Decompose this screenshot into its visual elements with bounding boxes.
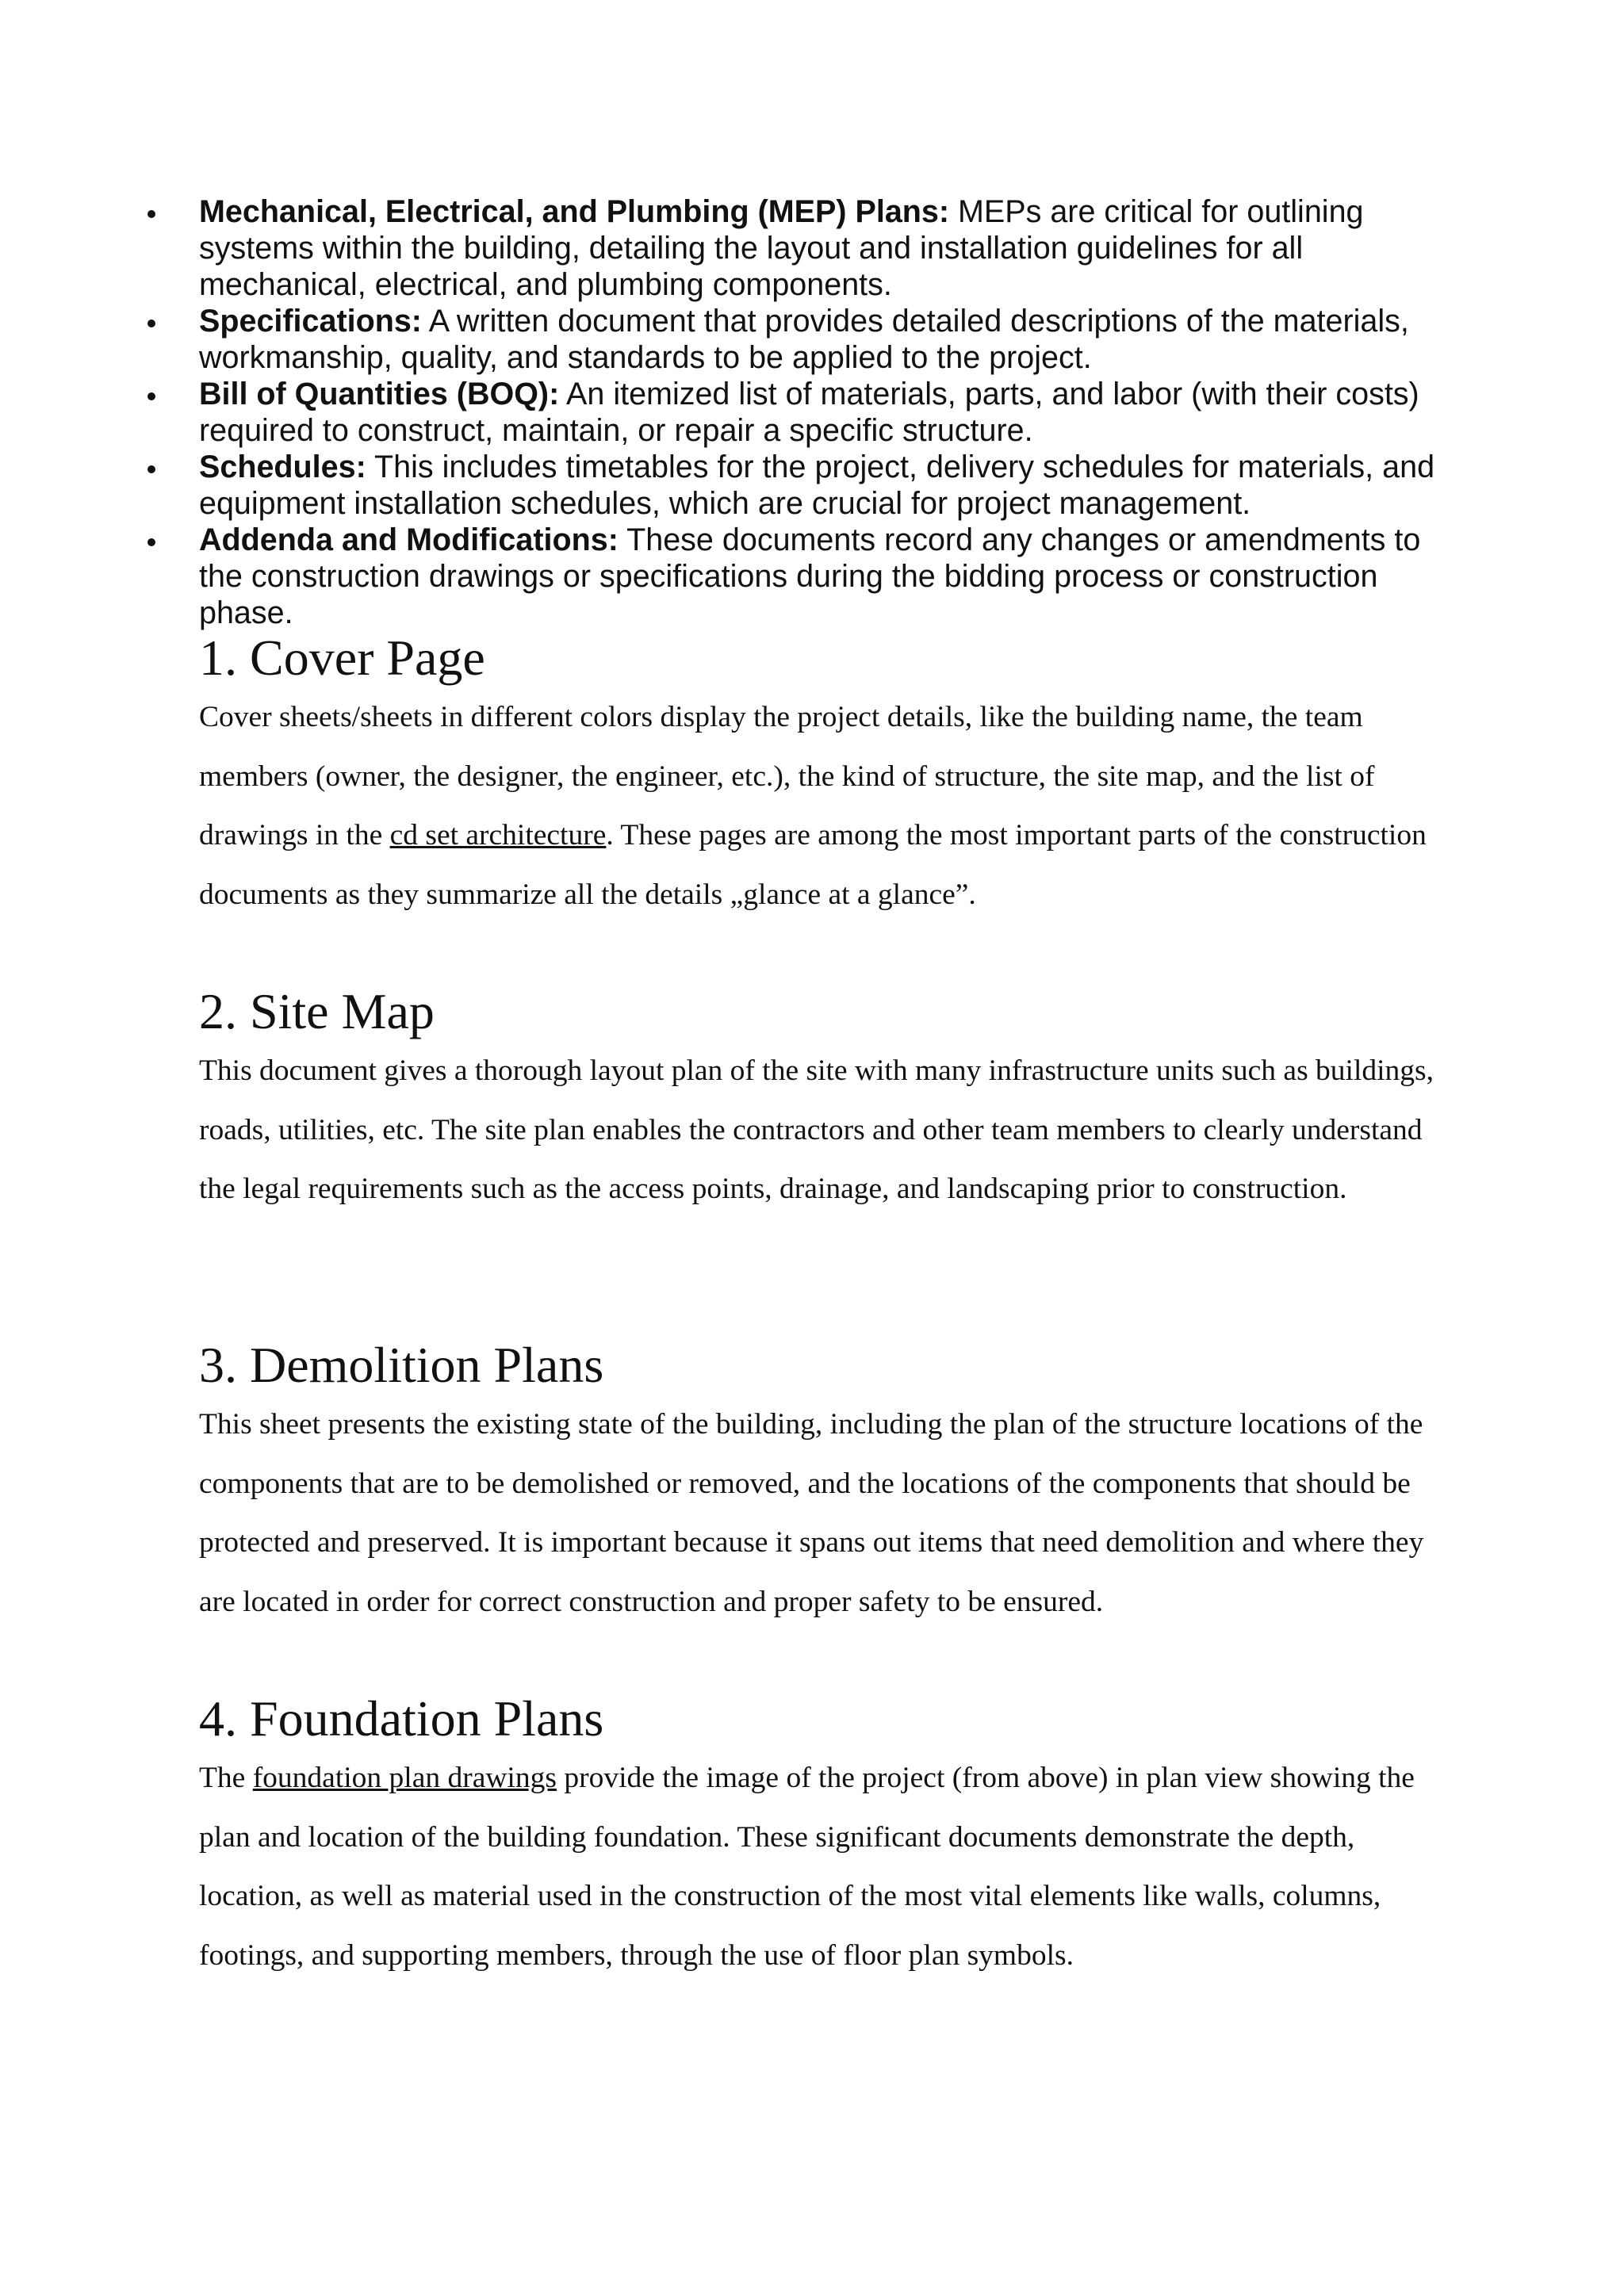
list-item-term: Schedules: (199, 450, 366, 484)
list-item-term: Addenda and Modifications: (199, 522, 619, 557)
list-item-text: This includes timetables for the project, delivery schedules for materials, and equipment installation schedules, which are crucial for project management. (199, 450, 1435, 521)
list-item (0, 303, 1624, 376)
section-foundation-plans (199, 1689, 1452, 1986)
bullet-icon (147, 210, 155, 218)
bullet-icon (147, 392, 155, 400)
list-item-text: MEPs are critical for outlining systems within the building, detailing the layout and installation guidelines for all mechanical, electrical, and plumbing components. (199, 194, 1364, 302)
list-item-term: Mechanical, Electrical, and Plumbing (MEP) Plans: (199, 194, 950, 229)
section-paragraph (199, 1749, 1452, 1986)
list-item-text: A written document that provides detailed descriptions of the materials, workmanship, quality, and standards to be applied to the project. (199, 304, 1409, 375)
section-heading: 2. Site Map (199, 983, 435, 1039)
bullet-icon (147, 320, 155, 327)
list-item (0, 193, 1624, 303)
section-heading: 3. Demolition Plans (199, 1337, 604, 1393)
section-paragraph: This document gives a thorough layout plan of the site with many infrastructure units such as buildings, roads, utilities, etc. The site plan enables the contractors and other team members to clearly understand the legal requirements such as the access points, drainage, and landscaping prior to construction. (199, 1054, 1434, 1206)
list-item-text: These documents record any changes or amendments to the construction drawings or specifications during the bidding process or construction phase. (199, 522, 1421, 630)
section-cover-page (199, 628, 1452, 925)
foundation-plan-drawings-link[interactable]: foundation plan drawings (252, 1762, 557, 1794)
paragraph-text: . These pages are among the most important parts of the construction documents as they summarize all the details „glance at a glance”. (199, 819, 1427, 912)
section-demolition-plans (199, 1335, 1452, 1632)
list-item (0, 522, 1624, 631)
section-heading: 4. Foundation Plans (199, 1690, 604, 1747)
paragraph-text: provide the image of the project (from above) in plan view showing the plan and location of the building foundation. These significant documents demonstrate the depth, location, as well as material used in the construction of the most vital elements like walls, columns, footings, and supporting members, through the use of floor plan symbols. (199, 1762, 1415, 1973)
list-item-text: An itemized list of materials, parts, and labor (with their costs) required to construct, maintain, or repair a specific structure. (199, 377, 1419, 448)
list-item-term: Bill of Quantities (BOQ): (199, 377, 560, 411)
cd-set-architecture-link[interactable]: cd set architecture (389, 819, 607, 852)
list-item-term: Specifications: (199, 304, 422, 339)
paragraph-text: Cover sheets/sheets in different colors display the project details, like the building name, the team members (owner, the designer, the engineer, etc.), the kind of structure, the site map, and the list of drawings in the (199, 701, 1375, 852)
list-item (0, 449, 1624, 522)
section-heading: 1. Cover Page (199, 629, 485, 686)
bullet-icon (147, 538, 155, 546)
section-paragraph: This sheet presents the existing state of the building, including the plan of the structure locations of the components that are to be demolished or removed, and the locations of the components that should be protected and preserved. It is important because it spans out items that need demolition and where they are located in order for correct construction and proper safety to be ensured. (199, 1408, 1424, 1619)
section-paragraph (199, 688, 1452, 925)
bullet-icon (147, 465, 155, 473)
section-site-map (199, 982, 1452, 1219)
list-item (0, 376, 1624, 449)
paragraph-text: The (199, 1762, 253, 1794)
document-types-list (0, 193, 1624, 631)
